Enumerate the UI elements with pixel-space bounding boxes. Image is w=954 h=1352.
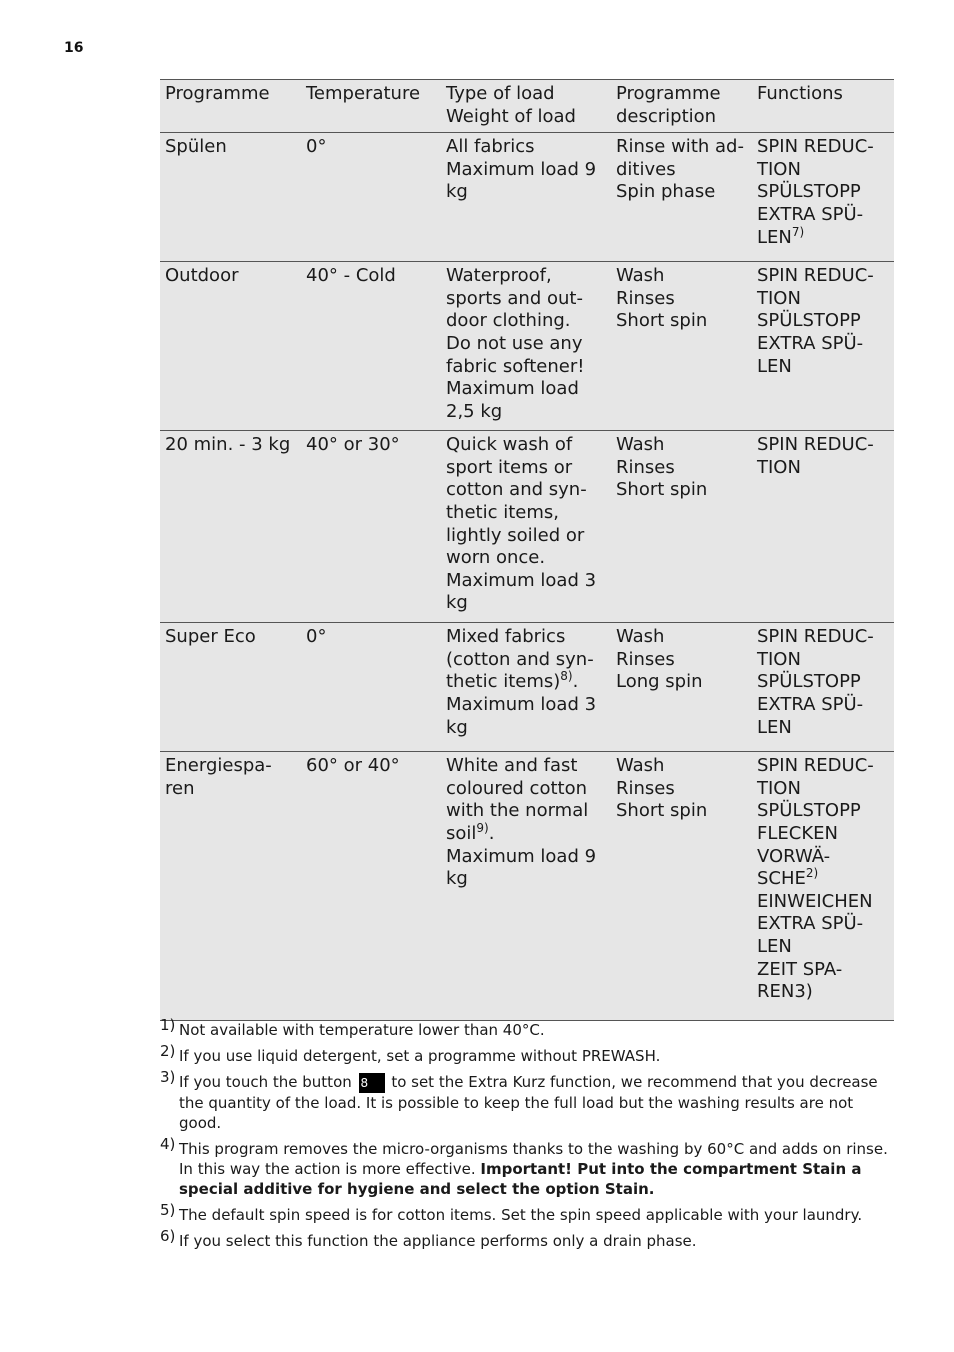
load-text: All fabrics Maximum load 9 kg: [446, 136, 597, 203]
table-row: [160, 623, 894, 752]
footnote-mark: 3): [160, 1068, 176, 1086]
footnote-1: [160, 1016, 900, 1040]
cell-programme: 20 min. - 3 kg: [165, 434, 291, 456]
cell-functions: SPIN REDUC- TION SPÜLSTOPP EXTRA SPÜ- LEN: [757, 265, 874, 377]
footnote-text: If you select this function the appliance performs only a drain phase.: [179, 1231, 697, 1250]
cell-load: [441, 623, 611, 751]
header-description: Programme description: [616, 83, 721, 127]
table-row: [160, 133, 894, 262]
footnotes: [160, 1016, 900, 1257]
programme-table: [160, 79, 894, 1021]
footnote-text: Not available with temperature lower than 40°C.: [179, 1021, 545, 1039]
cell-programme: Spülen: [165, 136, 227, 158]
header-load: Type of load Weight of load: [446, 83, 576, 127]
cell-temperature: 0°: [306, 626, 327, 648]
footnote-2: [160, 1042, 900, 1066]
load-text-after: . Maximum load 9 kg: [446, 822, 597, 890]
cell-description: Wash Rinses Short spin: [616, 755, 708, 822]
cell-programme: Energiespa- ren: [165, 755, 272, 799]
extra-kurz-button-icon: 8: [359, 1073, 385, 1093]
footnote-mark: 4): [160, 1134, 176, 1153]
load-footnote-ref: 9): [476, 820, 489, 835]
footnote-important: Important! Put into the compartment Stain a special additive for hygiene and select the option Stain.: [179, 1159, 862, 1198]
load-text: White and fast coloured cotton with the normal soil: [446, 755, 589, 844]
cell-functions: SPIN REDUC- TION: [757, 434, 874, 478]
footnote-3: [160, 1068, 900, 1133]
footnote-5: [160, 1200, 900, 1225]
cell-description: Wash Rinses Short spin: [616, 265, 708, 332]
cell-functions: [752, 752, 894, 1020]
page-number: 16: [64, 40, 84, 56]
footnote-mark: 6): [160, 1226, 176, 1245]
cell-load: [441, 752, 611, 1020]
cell-load: [441, 133, 611, 261]
cell-functions: [752, 133, 894, 261]
footnote-text-after: to set the Extra Kurz function, we recommend that you decrease the quantity of the load. It is possible to keep the full load but the washing results are not good.: [179, 1073, 878, 1132]
cell-temperature: 0°: [306, 136, 327, 158]
cell-temperature: 60° or 40°: [306, 755, 400, 777]
cell-description: Wash Rinses Long spin: [616, 626, 703, 693]
load-text: Mixed fabrics (cotton and syn- thetic items): [446, 626, 594, 693]
footnote-mark: 2): [160, 1042, 176, 1060]
functions-footnote-ref: 2): [805, 866, 819, 881]
cell-programme: Outdoor: [165, 265, 239, 287]
functions-footnote-ref: 7): [791, 224, 805, 239]
footnote-text: The default spin speed is for cotton items. Set the spin speed applicable with your laundry.: [179, 1205, 863, 1224]
cell-description: Rinse with ad- ditives Spin phase: [616, 136, 744, 203]
table-row: [160, 262, 894, 431]
load-footnote-ref: 8): [560, 669, 573, 684]
functions-text: SPIN REDUC- TION SPÜLSTOPP FLECKEN VORWÄ- SCHE: [757, 755, 874, 890]
header-programme: Programme: [165, 83, 270, 104]
footnote-mark: 1): [160, 1016, 176, 1034]
footnote-text: This program removes the micro-organisms thanks to the washing by 60°C and adds on rinse. In this way the action is more effective.: [179, 1139, 888, 1178]
cell-temperature: 40° - Cold: [306, 265, 396, 287]
footnote-mark: 5): [160, 1200, 176, 1219]
footnote-4: [160, 1134, 900, 1199]
table-row: [160, 752, 894, 1021]
header-functions: Functions: [757, 83, 843, 104]
functions-text: SPIN REDUC- TION SPÜLSTOPP EXTRA SPÜ- LEN: [757, 136, 874, 248]
header-temperature: Temperature: [306, 83, 421, 104]
footnote-6: [160, 1226, 900, 1251]
cell-temperature: 40° or 30°: [306, 434, 400, 456]
table-row: [160, 431, 894, 623]
functions-text-after: EINWEICHEN EXTRA SPÜ- LEN ZEIT SPA- REN3): [757, 890, 873, 1003]
cell-load: Waterproof, sports and out- door clothing. Do not use any fabric softener! Maximum load 2,5 kg: [446, 265, 585, 422]
table-header-row: [160, 80, 894, 133]
footnote-text: If you use liquid detergent, set a programme without PREWASH.: [179, 1047, 661, 1065]
cell-functions: SPIN REDUC- TION SPÜLSTOPP EXTRA SPÜ- LEN: [757, 626, 874, 738]
cell-description: Wash Rinses Short spin: [616, 434, 708, 501]
load-text-after: . Maximum load 3 kg: [446, 671, 597, 738]
footnote-text: If you touch the button: [179, 1073, 352, 1091]
cell-load: Quick wash of sport items or cotton and syn- thetic items, lightly soiled or worn once. Maximum load 3 kg: [446, 434, 597, 614]
cell-programme: Super Eco: [165, 626, 256, 648]
